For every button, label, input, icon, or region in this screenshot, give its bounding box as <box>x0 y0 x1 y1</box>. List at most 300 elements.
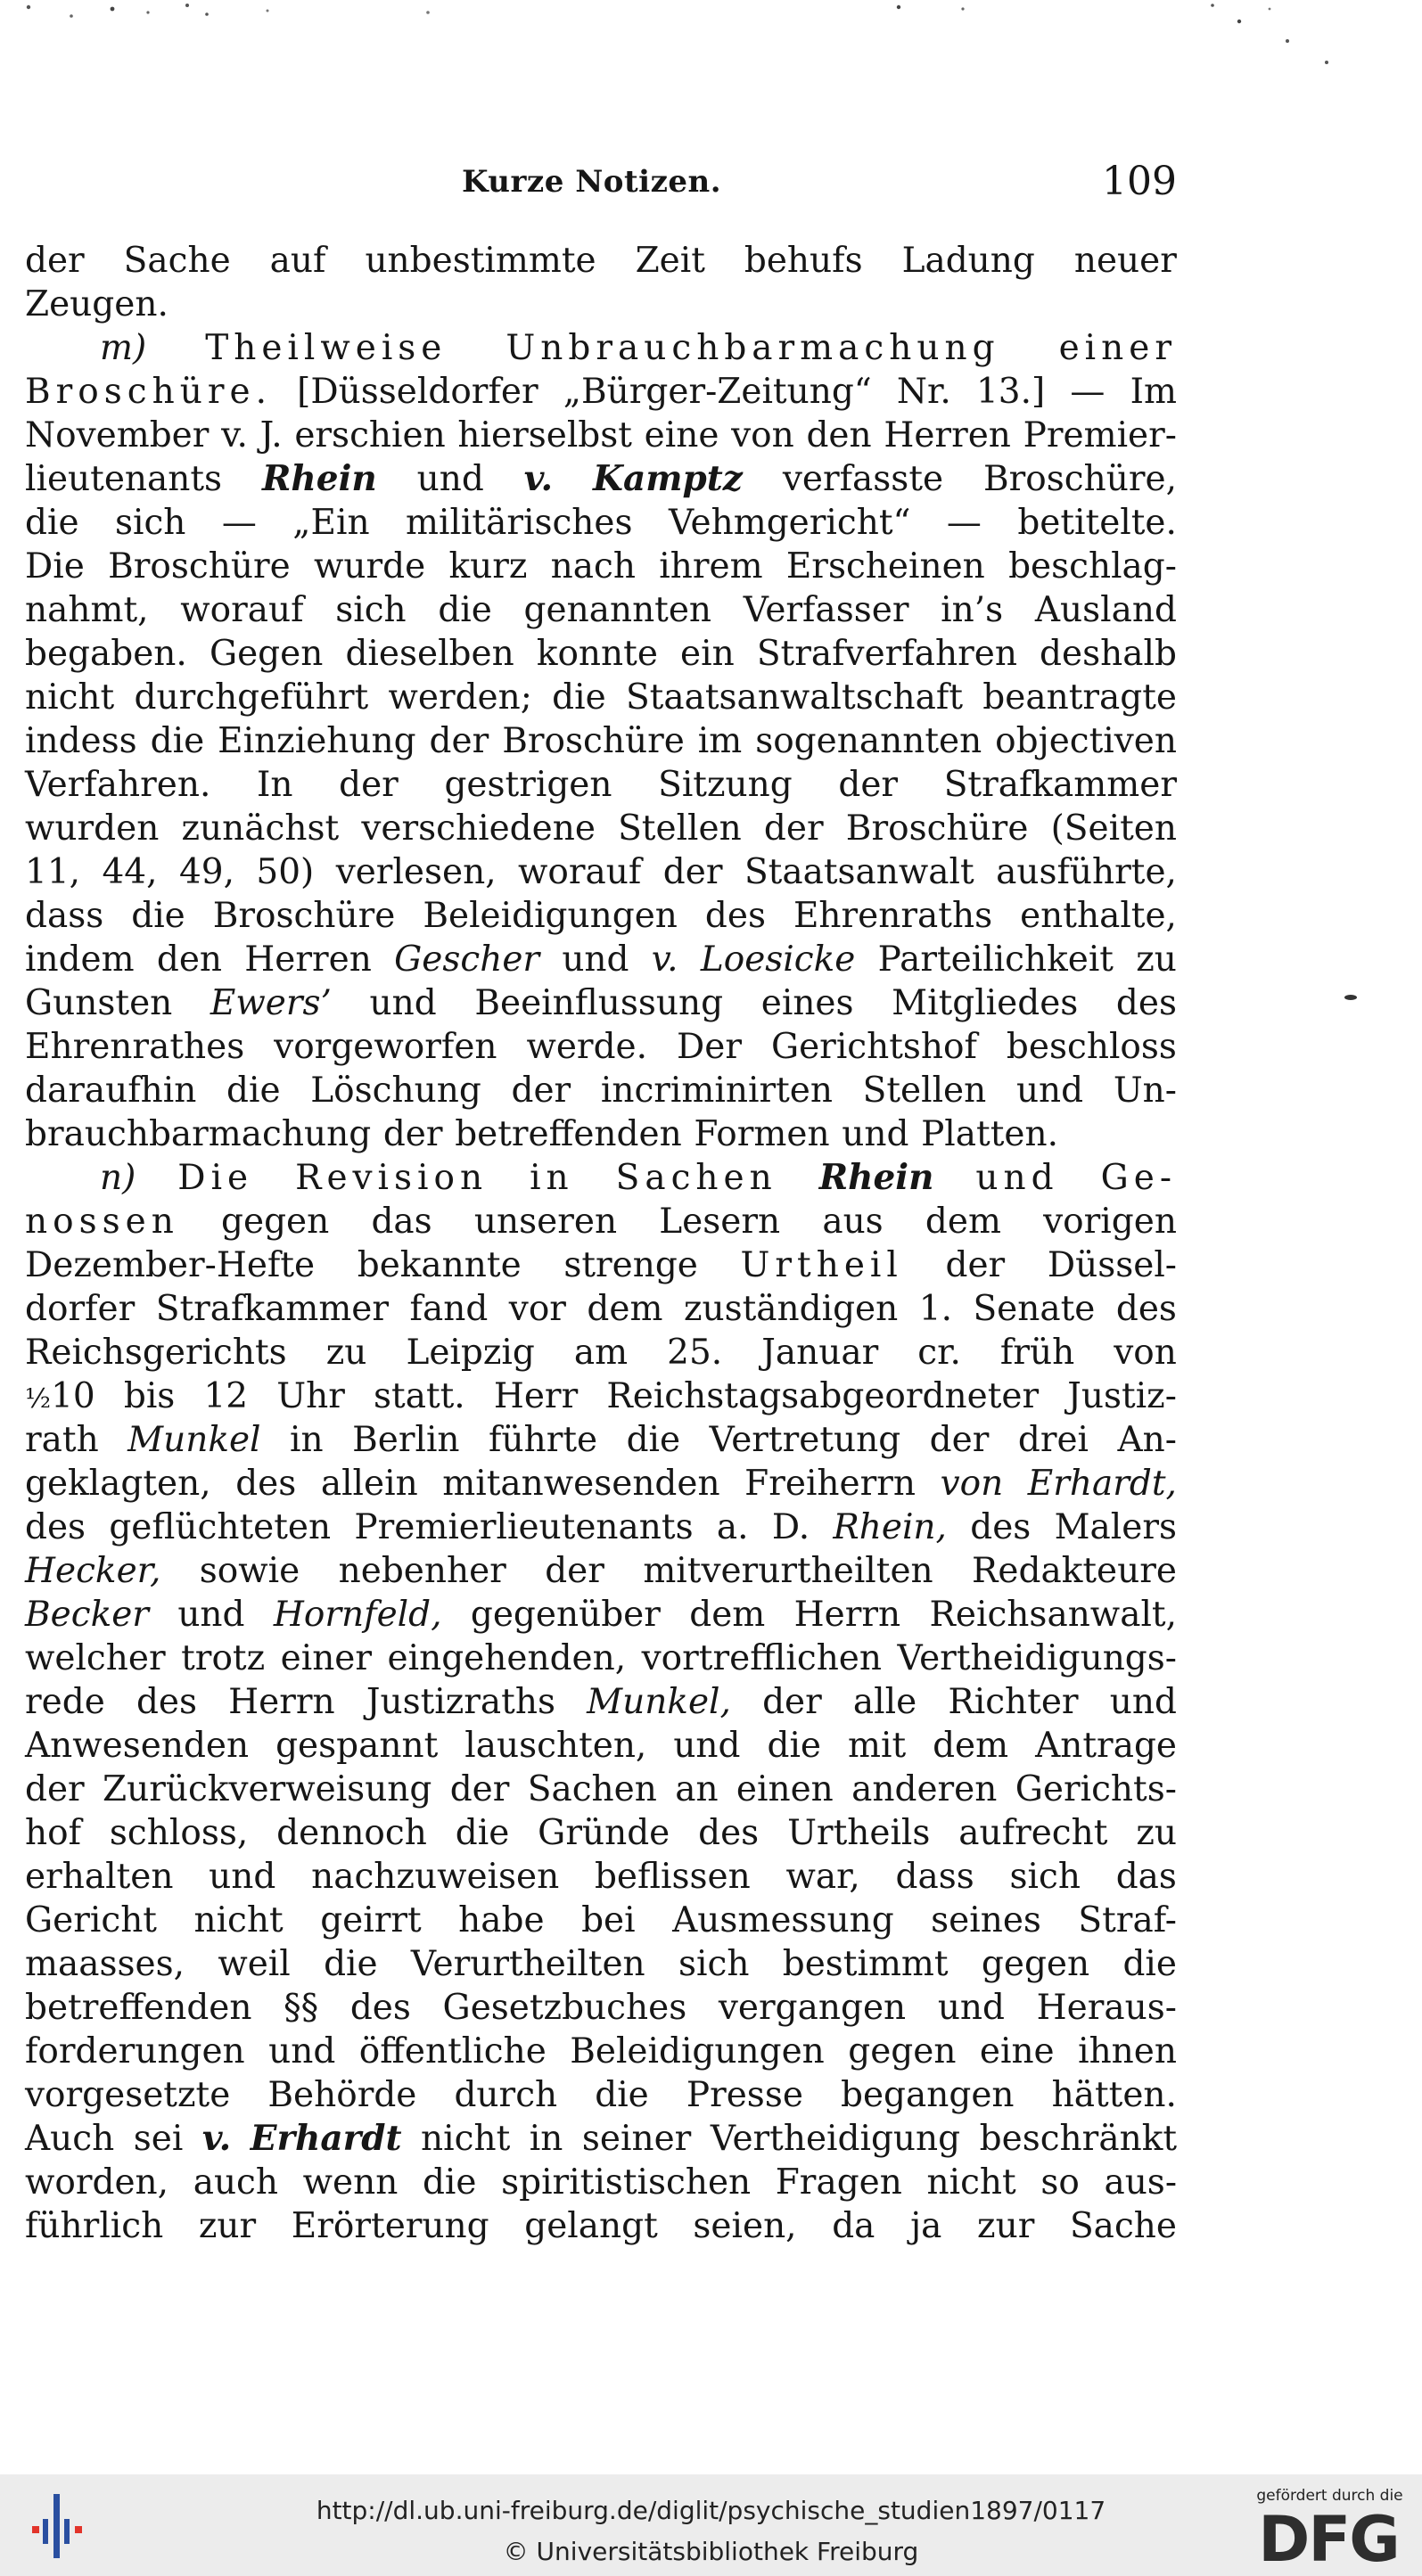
word-spaced: Die <box>177 1158 254 1198</box>
word-part: Broschüre <box>502 721 685 761</box>
word <box>618 807 742 850</box>
word <box>977 2204 1034 2248</box>
word <box>25 2117 114 2161</box>
word-part: Auch <box>25 2119 115 2159</box>
word-part: Einziehung <box>218 721 416 761</box>
word <box>448 545 527 588</box>
word-spaced: nossen <box>25 1202 179 1242</box>
word-part: des <box>698 1813 760 1853</box>
word <box>642 1637 882 1680</box>
word <box>669 501 911 545</box>
word-name: v. <box>651 939 678 980</box>
word <box>627 1418 681 1462</box>
word-part: betitelte. <box>1017 503 1177 543</box>
word-part: — <box>1070 372 1106 412</box>
word-part: Malers <box>1054 1507 1177 1547</box>
word-part: erschien <box>294 415 446 455</box>
word-part: und <box>937 1988 1006 2028</box>
word <box>406 1331 534 1374</box>
word <box>1059 326 1177 370</box>
word-part: auch <box>193 2162 279 2203</box>
word-part: gegenüber <box>470 1595 661 1635</box>
article-body <box>25 239 1177 2248</box>
word-part: und <box>842 1114 909 1154</box>
word-part: durchgeführt <box>134 677 369 718</box>
word-part: gegen <box>221 1202 330 1242</box>
word <box>25 981 172 1025</box>
word-part: beschlag- <box>1008 546 1177 587</box>
word-part: aufrecht <box>958 1813 1108 1853</box>
word-part: werden; <box>388 677 532 718</box>
word <box>25 1811 81 1855</box>
word <box>276 1374 345 1418</box>
word-part: zur <box>977 2206 1035 2246</box>
word <box>705 894 766 938</box>
word <box>848 1724 906 1768</box>
word <box>996 850 1177 894</box>
word <box>970 1505 1031 1549</box>
word <box>455 1112 682 1156</box>
word <box>25 850 80 894</box>
scan-speck <box>1344 995 1357 1000</box>
word <box>938 1986 1005 2030</box>
word-part: Herrn <box>228 1682 335 1722</box>
word-part: Stellen <box>862 1071 987 1111</box>
word-part: eine <box>979 2031 1055 2071</box>
word <box>941 588 1003 632</box>
word <box>659 1200 780 1243</box>
word <box>226 1069 281 1112</box>
word-part: sich <box>678 1944 750 1984</box>
word-part: Erscheinen <box>785 546 985 587</box>
word-part: ihrem <box>659 546 763 587</box>
word <box>982 676 1177 719</box>
word <box>1040 2161 1080 2204</box>
text-line <box>25 1112 1177 1156</box>
word <box>260 414 283 457</box>
word-part: Premierlieutenants <box>354 1507 694 1547</box>
text-line <box>25 1156 1177 1200</box>
word <box>673 1724 740 1768</box>
text-line <box>25 326 1177 370</box>
word-part: und <box>562 939 629 980</box>
word-part: Mitgliedes <box>892 983 1079 1023</box>
word-part: die <box>595 2075 649 2115</box>
word <box>444 763 612 807</box>
word <box>537 632 658 676</box>
word <box>177 1593 244 1637</box>
word <box>1008 545 1177 588</box>
word-part: 13.] <box>975 372 1046 412</box>
word-part: J. <box>259 415 283 455</box>
word <box>25 1374 95 1418</box>
word-part: Vertheidigung <box>710 2119 961 2159</box>
word <box>320 1899 421 1942</box>
word <box>736 1768 834 1811</box>
word-part: der <box>429 721 489 761</box>
word <box>275 1724 438 1768</box>
text-line <box>25 239 1177 283</box>
word <box>1070 370 1105 414</box>
word <box>443 1986 687 2030</box>
word-part: der <box>25 1769 85 1809</box>
word <box>1043 1200 1177 1243</box>
word-part: vorgesetzte <box>25 2075 231 2115</box>
word-part: verlesen, <box>335 852 497 892</box>
word-part: Verurtheilten <box>410 1944 645 1984</box>
word <box>509 1287 566 1331</box>
word <box>863 1069 987 1112</box>
word-part: geirrt <box>320 1900 422 1940</box>
word <box>587 1680 731 1724</box>
word-part: worauf <box>180 590 304 630</box>
word <box>388 676 531 719</box>
word-part: „Bürger-Zeitung“ <box>563 372 872 412</box>
word-part: seien, <box>693 2206 797 2246</box>
word-spaced: Sachen <box>615 1158 777 1198</box>
word-part: §§ <box>284 1988 319 2028</box>
word-part: Broschüre <box>845 808 1029 849</box>
word <box>663 850 723 894</box>
word <box>394 938 539 981</box>
word-part: vorgeworfen <box>274 1027 497 1067</box>
word-part: betreffenden <box>25 1988 252 2028</box>
word <box>841 2073 1015 2117</box>
word <box>1130 370 1177 414</box>
word <box>1118 1418 1177 1462</box>
word <box>464 1724 646 1768</box>
word-part: a. <box>716 1507 749 1547</box>
word-part: [Düsseldorfer <box>297 372 538 412</box>
word <box>848 2030 956 2073</box>
word-part: Broschüre <box>108 546 291 587</box>
word <box>563 370 872 414</box>
word-part: Parteilichkeit <box>877 939 1114 980</box>
word-part: dorfer <box>25 1289 136 1329</box>
word-part: des <box>25 1507 86 1547</box>
word <box>25 1942 185 1986</box>
word-part: sich <box>114 503 186 543</box>
word <box>1051 807 1177 850</box>
word <box>450 1768 510 1811</box>
text-line <box>25 1549 1177 1593</box>
word-part: Ladung <box>901 241 1035 281</box>
word <box>926 2161 1015 2204</box>
word <box>1136 1811 1177 1855</box>
word-part: 49, <box>178 852 234 892</box>
word <box>1074 239 1177 283</box>
word <box>933 1724 1008 1768</box>
word <box>1040 632 1177 676</box>
word <box>297 370 538 414</box>
word-part: Strafverfahren <box>756 634 1017 674</box>
word <box>1116 1287 1177 1331</box>
word-part: die <box>626 1420 681 1460</box>
word-part: Freiherrn <box>744 1464 916 1504</box>
word <box>294 414 445 457</box>
word-part: Broschüre, <box>983 459 1177 499</box>
word-part: beflissen <box>594 1857 751 1897</box>
word <box>131 894 185 938</box>
word-part: im <box>697 721 743 761</box>
word <box>686 2073 803 2117</box>
word <box>257 763 293 807</box>
word <box>973 1287 1095 1331</box>
word-part: gegen <box>848 2031 957 2071</box>
word-part: früh <box>999 1333 1075 1373</box>
word-part: Herrn <box>793 1595 901 1635</box>
word <box>921 1112 1058 1156</box>
word-part: zunächst <box>181 808 340 849</box>
word <box>292 2204 489 2248</box>
word <box>25 1112 371 1156</box>
word-part: Gericht <box>25 1900 157 1940</box>
word-part: vor <box>508 1289 566 1329</box>
word <box>761 981 854 1025</box>
footer-copyright: © Universitätsbibliothek Freiburg <box>503 2537 919 2566</box>
word <box>530 1156 574 1200</box>
word <box>1016 1069 1083 1112</box>
word-part: Ausmessung <box>672 1900 894 1940</box>
word <box>684 1287 898 1331</box>
text-line <box>25 545 1177 588</box>
footer-url[interactable]: http://dl.ub.uni-freiburg.de/diglit/psychische_studien1897/0117 <box>316 2496 1106 2525</box>
text-line <box>25 457 1177 501</box>
text-line <box>25 1899 1177 1942</box>
word <box>180 588 303 632</box>
word-part: D. <box>771 1507 810 1547</box>
word <box>678 1942 749 1986</box>
word <box>587 1287 662 1331</box>
word <box>108 545 291 588</box>
word <box>772 1505 810 1549</box>
word <box>538 1811 670 1855</box>
word-part: Richter <box>948 1682 1079 1722</box>
word <box>366 1680 555 1724</box>
word <box>335 588 406 632</box>
word <box>593 457 743 501</box>
word-part: deshalb <box>1040 634 1177 674</box>
text-line <box>25 676 1177 719</box>
word-part: Gründe <box>538 1813 670 1853</box>
word <box>151 719 205 763</box>
word-part: führte <box>489 1420 598 1460</box>
word-part: 10 <box>51 1376 95 1416</box>
word <box>1116 981 1177 1025</box>
text-line <box>25 1287 1177 1331</box>
word <box>25 2030 245 2073</box>
word-part: 44, <box>102 852 158 892</box>
word-part: in’s <box>941 590 1004 630</box>
word <box>1078 1899 1177 1942</box>
word <box>833 1505 947 1549</box>
word-part: statt. <box>374 1376 465 1416</box>
word <box>177 1156 253 1200</box>
word <box>157 938 222 981</box>
word <box>339 1549 506 1593</box>
word <box>524 588 712 632</box>
word <box>897 370 951 414</box>
word <box>785 1855 859 1899</box>
word-part: genannten <box>523 590 712 630</box>
word <box>972 1549 1177 1593</box>
word <box>134 2117 184 2161</box>
text-line <box>25 850 1177 894</box>
word-part: zu <box>1136 939 1177 980</box>
word <box>221 1200 329 1243</box>
word <box>767 1724 821 1768</box>
word-part: indess <box>25 721 137 761</box>
text-line <box>25 807 1177 850</box>
word <box>276 1811 427 1855</box>
word-name-bold: v. <box>523 458 554 499</box>
word <box>878 938 1114 981</box>
word-part: Zeugen. <box>25 284 169 324</box>
word-part: beschloss <box>1006 1027 1177 1067</box>
word-part: Gerichtshof <box>770 1027 977 1067</box>
word <box>25 2161 169 2204</box>
word <box>898 1637 1177 1680</box>
word-part: führlich <box>25 2206 164 2246</box>
word <box>274 1025 497 1069</box>
word <box>501 2161 751 2204</box>
word-part: allein <box>320 1464 418 1504</box>
word <box>411 1942 645 1986</box>
word-part: dem <box>925 1202 1001 1242</box>
word <box>25 1069 196 1112</box>
word-name: Munkel <box>127 1420 261 1460</box>
word <box>524 2204 658 2248</box>
word <box>25 1549 160 1593</box>
word-part: der <box>838 765 899 805</box>
word-part: vergangen <box>718 1988 907 2028</box>
word-part: eine <box>644 415 719 455</box>
word-part: der <box>25 241 85 281</box>
word-part: des <box>235 1464 297 1504</box>
text-line <box>25 1374 1177 1418</box>
word <box>680 632 735 676</box>
word-part: Zurückverweisung <box>103 1769 432 1809</box>
word-part: Vertretung <box>709 1420 901 1460</box>
word-name: Loesicke <box>700 939 856 980</box>
sponsor-caption: gefördert durch die <box>1256 2487 1403 2505</box>
word-part: Staatsanwalt <box>744 852 974 892</box>
word <box>787 1811 930 1855</box>
word <box>127 1418 260 1462</box>
word-part: 50) <box>256 852 315 892</box>
text-line <box>25 283 1177 326</box>
word-part: dieselben <box>345 634 514 674</box>
word-part: eines <box>760 983 854 1023</box>
word-spaced: Broschüre. <box>25 372 272 412</box>
text-line <box>25 938 1177 981</box>
word <box>274 1593 442 1637</box>
word-name: Hornfeld, <box>273 1595 442 1635</box>
word-part: die <box>25 503 79 543</box>
word-part: aus <box>822 1202 884 1242</box>
word-part: einen <box>736 1769 834 1809</box>
word <box>25 588 149 632</box>
word-part: Vehmgericht“ <box>668 503 911 543</box>
word <box>25 938 135 981</box>
word-part: habe <box>458 1900 545 1940</box>
text-line <box>25 370 1177 414</box>
word <box>659 545 762 588</box>
word <box>976 370 1045 414</box>
word-part: und <box>1015 1071 1084 1111</box>
word-part: der <box>762 1682 822 1722</box>
word-part: war, <box>785 1857 860 1897</box>
word-part: Verfasser <box>743 590 909 630</box>
word <box>205 326 447 370</box>
word-part: Urtheils <box>787 1813 931 1853</box>
word-part: die <box>324 1944 378 1984</box>
word <box>474 1200 617 1243</box>
word-part: sich <box>1009 1857 1081 1897</box>
word <box>109 1505 331 1549</box>
word <box>731 414 794 457</box>
word <box>506 326 999 370</box>
word-part: die <box>131 896 185 936</box>
word <box>982 1942 1089 1986</box>
word <box>595 1855 751 1899</box>
running-title: Kurze Notizen. <box>462 164 722 200</box>
word <box>25 545 85 588</box>
word-part: der <box>511 1071 571 1111</box>
word <box>25 1680 105 1724</box>
word-part: geklagten, <box>25 1464 211 1504</box>
word <box>941 1462 1004 1505</box>
text-line <box>25 1768 1177 1811</box>
word-spaced: Revision <box>295 1158 489 1198</box>
word-spaced: Theilweise <box>205 328 448 368</box>
word-part: Gegen <box>209 634 324 674</box>
word-part: und <box>268 2031 336 2071</box>
word <box>1023 414 1177 457</box>
word-part: drei <box>1017 1420 1089 1460</box>
word-part: der <box>662 852 723 892</box>
word-part: des <box>349 1988 411 2028</box>
word <box>783 1942 949 1986</box>
word <box>222 501 257 545</box>
page-number: 109 <box>1102 159 1177 204</box>
word <box>930 1418 990 1462</box>
word-part: vorigen <box>1043 1202 1177 1242</box>
word <box>359 2030 547 2073</box>
word <box>103 1768 432 1811</box>
word <box>1035 1724 1177 1768</box>
word-part: Heraus- <box>1036 1988 1177 2028</box>
word <box>744 239 863 283</box>
word <box>244 938 372 981</box>
word <box>438 588 492 632</box>
running-header <box>25 159 1177 212</box>
word <box>794 1593 901 1637</box>
word <box>314 545 425 588</box>
word <box>570 2030 825 2073</box>
word <box>193 1899 283 1942</box>
word-part: Lesern <box>659 1202 781 1242</box>
text-line <box>25 1200 1177 1243</box>
word-part: den <box>156 939 223 980</box>
word-part: ausführte, <box>996 852 1177 892</box>
word-part: Vertheidigungs- <box>897 1638 1177 1678</box>
word <box>115 501 185 545</box>
word-part: Zeit <box>635 241 705 281</box>
word <box>295 1156 488 1200</box>
word-part: die <box>552 677 606 718</box>
word <box>218 719 415 763</box>
